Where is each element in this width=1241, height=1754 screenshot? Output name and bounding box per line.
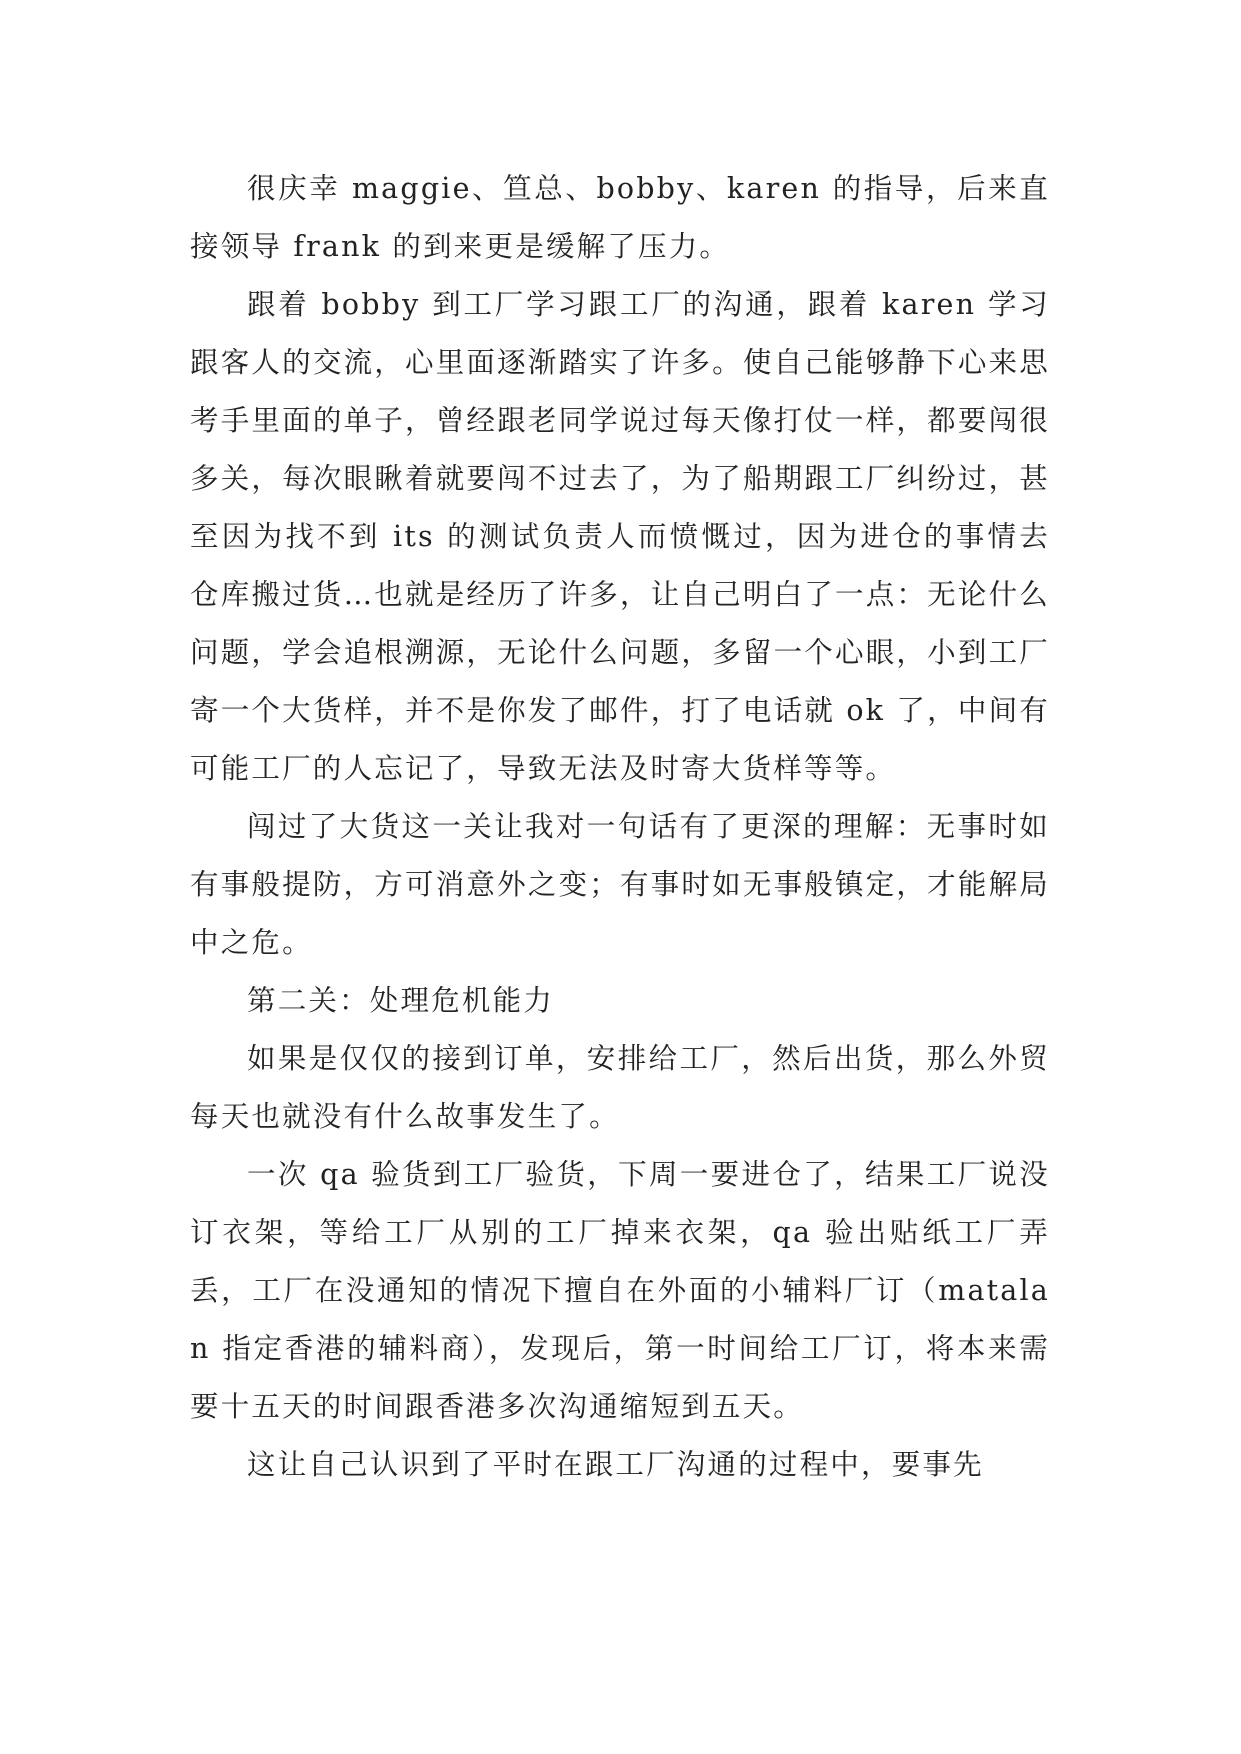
document-body <box>190 160 1050 1494</box>
paragraph-1: 很庆幸 maggie、笪总、bobby、karen 的指导，后来直接领导 frank 的到来更是缓解了压力。 <box>190 172 1050 263</box>
paragraph-6: 这让自己认识到了平时在跟工厂沟通的过程中，要事先 <box>247 1448 984 1481</box>
paragraph-4: 如果是仅仅的接到订单，安排给工厂，然后出货，那么外贸每天也就没有什么故事发生了。 <box>190 1042 1050 1133</box>
section-heading: 第二关：处理危机能力 <box>247 984 555 1017</box>
paragraph-3: 闯过了大货这一关让我对一句话有了更深的理解：无事时如有事般提防，方可消意外之变；有事时如无事般镇定，才能解局中之危。 <box>190 810 1050 959</box>
paragraph-5: 一次 qa 验货到工厂验货，下周一要进仓了，结果工厂说没订衣架，等给工厂从别的工厂掉来衣架，qa 验出贴纸工厂弄丢，工厂在没通知的情况下擅自在外面的小辅料厂订（matalan 指定香港的辅料商），发现后，第一时间给工厂订，将本来需要十五天的时间跟香港多次沟通缩短到五天。 <box>190 1158 1050 1423</box>
paragraph-2: 跟着 bobby 到工厂学习跟工厂的沟通，跟着 karen 学习跟客人的交流，心里面逐渐踏实了许多。使自己能够静下心来思考手里面的单子，曾经跟老同学说过每天像打仗一样，都要闯很多关，每次眼瞅着就要闯不过去了，为了船期跟工厂纠纷过，甚至因为找不到 its 的测试负责人而愤慨过，因为进仓的事情去仓库搬过货…也就是经历了许多，让自己明白了一点：无论什么问题，学会追根溯源，无论什么问题，多留一个心眼，小到工厂寄一个大货样，并不是你发了邮件，打了电话就 ok 了，中间有可能工厂的人忘记了，导致无法及时寄大货样等等。 <box>190 288 1050 785</box>
